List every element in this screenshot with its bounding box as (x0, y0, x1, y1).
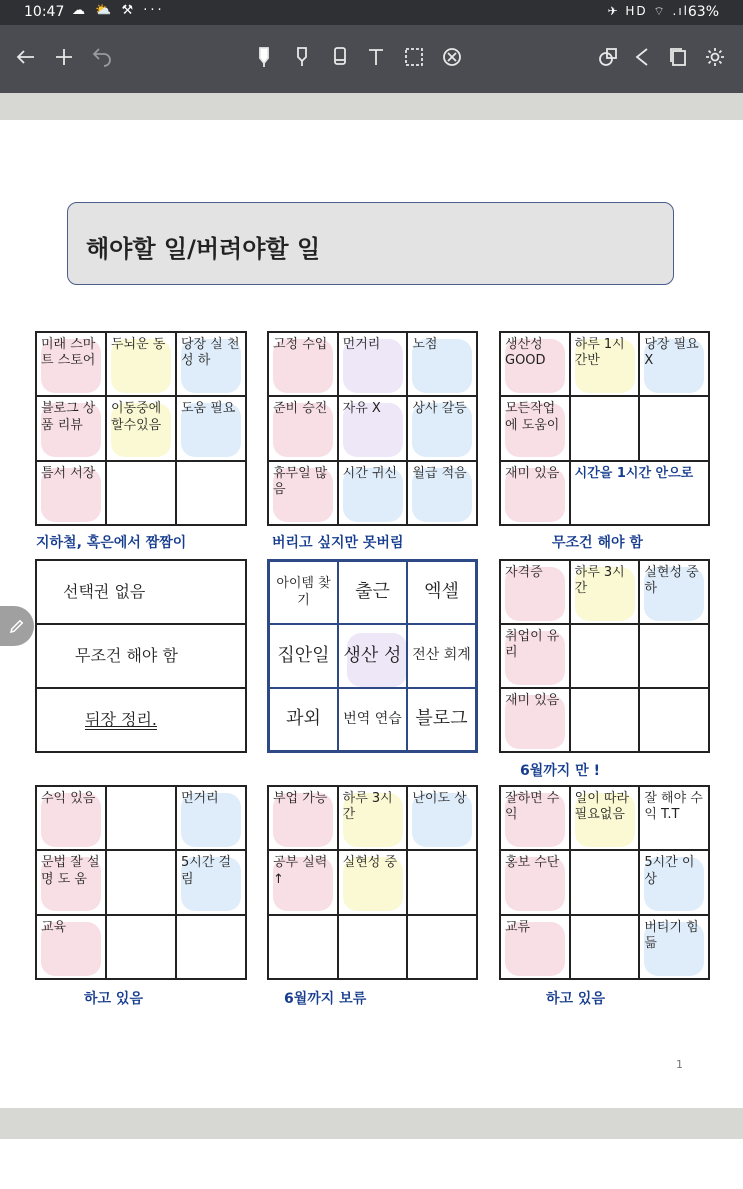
settings-icon[interactable] (697, 39, 733, 75)
eraser-icon[interactable] (322, 39, 358, 75)
grid-cell (106, 850, 176, 914)
grid-cell (106, 915, 176, 979)
grid-cell: 휴무일 많음 (268, 461, 338, 525)
grid-cell: 엑셀 (407, 561, 476, 624)
grid-cell (106, 461, 176, 525)
mandala-grid-center (267, 559, 478, 753)
grid-cell (268, 915, 338, 979)
grid-caption: 6월까지 만 ! (520, 763, 600, 779)
grid-cell: 교육 (36, 915, 106, 979)
grid-cell: 시간을 1시간 안으로 (570, 461, 709, 525)
highlighter-icon[interactable] (284, 39, 320, 75)
grid-cell (570, 688, 640, 752)
grid-row: 선택권 없음 (36, 560, 246, 624)
grid-cell (106, 786, 176, 850)
grid-caption: 6월까지 보류 (284, 991, 367, 1007)
grid-cell: 출근 (338, 561, 407, 624)
page-title: 해야할 일/버려야할 일 (86, 235, 321, 263)
page-number: 1 (676, 1058, 683, 1071)
text-icon[interactable] (358, 39, 394, 75)
grid-cell: 실현성 중 (338, 850, 408, 914)
grid-cell: 먼거리 (176, 786, 246, 850)
mandala-grid-2 (267, 331, 478, 526)
grid-cell: 틈서 서장 (36, 461, 106, 525)
grid-cell (176, 461, 246, 525)
grid-cell: 부업 가능 (268, 786, 338, 850)
back-icon[interactable] (8, 39, 44, 75)
grid-cell: 고정 수입 (268, 332, 338, 396)
grid-cell: 당장 필요 X (639, 332, 709, 396)
grid-cell: 상사 갈등 (407, 396, 477, 460)
grid-cell: 먼거리 (338, 332, 408, 396)
grid-caption: 버리고 싶지만 못버림 (272, 535, 404, 551)
grid-cell (570, 624, 640, 688)
grid-cell (570, 396, 640, 460)
grid-cell: 재미 있음 (500, 461, 570, 525)
grid-cell (176, 915, 246, 979)
grid-cell: 번역 연습 (338, 688, 407, 751)
mandala-grid-1 (35, 331, 247, 526)
grid-cell: 취업이 유리 (500, 624, 570, 688)
status-bar (0, 0, 743, 25)
grid-cell (570, 915, 640, 979)
grid-cell: 과외 (269, 688, 338, 751)
status-time: 10:47 (24, 4, 65, 20)
next-page-area (0, 1139, 743, 1189)
grid-cell: 교류 (500, 915, 570, 979)
grid-cell: 당장 실 천성 하 (176, 332, 246, 396)
grid-cell: 일이 따라 필요없음 (570, 786, 640, 850)
grid-caption: 하고 있음 (84, 991, 143, 1007)
layers-icon[interactable] (590, 39, 626, 75)
share-icon[interactable] (624, 39, 660, 75)
grid-cell: 홍보 수단 (500, 850, 570, 914)
grid-cell: 두뇌운 동 (106, 332, 176, 396)
grid-cell: 하루 1시간반 (570, 332, 640, 396)
grid-cell: 하루 3시간 (570, 560, 640, 624)
grid-cell (407, 850, 477, 914)
mandala-grid-8 (267, 785, 478, 980)
grid-cell: 생산성 GOOD (500, 332, 570, 396)
grid-caption: 하고 있음 (546, 991, 605, 1007)
pen-icon[interactable] (246, 39, 282, 75)
grid-cell: 버티기 힘듦 (639, 915, 709, 979)
mandala-grid-4 (35, 559, 247, 753)
grid-cell: 노점 (407, 332, 477, 396)
grid-cell: 5시간 이상 (639, 850, 709, 914)
grid-cell: 수익 있음 (36, 786, 106, 850)
page-top-margin (0, 93, 743, 120)
grid-cell (639, 688, 709, 752)
grid-cell: 도움 필요 (176, 396, 246, 460)
notification-icons: ☁ ⛅ ⚒ ··· (72, 3, 165, 18)
grid-cell: 문법 잘 설명 도 움 (36, 850, 106, 914)
add-icon[interactable] (46, 39, 82, 75)
grid-cell (407, 915, 477, 979)
grid-cell: 공부 실력↑ (268, 850, 338, 914)
page-bottom-margin (0, 1108, 743, 1139)
grid-cell: 준비 승진 (268, 396, 338, 460)
undo-icon[interactable] (84, 39, 120, 75)
battery-icon: 63% (687, 4, 719, 20)
grid-cell: 집안일 (269, 624, 338, 687)
delete-icon[interactable] (434, 39, 470, 75)
grid-cell (570, 850, 640, 914)
toolbar (0, 25, 743, 93)
note-page[interactable] (0, 120, 743, 1108)
grid-cell: 블로그 (407, 688, 476, 751)
grid-cell: 모든작업 에 도움이 (500, 396, 570, 460)
mandala-grid-9 (499, 785, 710, 980)
grid-cell (639, 396, 709, 460)
grid-cell: 잘 해야 수익 T.T (639, 786, 709, 850)
grid-cell (639, 624, 709, 688)
mandala-grid-6 (499, 559, 710, 753)
grid-cell: 이동중에 할수있음 (106, 396, 176, 460)
title-box (67, 202, 674, 285)
grid-cell: 월급 적음 (407, 461, 477, 525)
grid-cell: 시간 귀신 (338, 461, 408, 525)
grid-cell: 하루 3시간 (338, 786, 408, 850)
grid-cell: 자격증 (500, 560, 570, 624)
mandala-grid-3 (499, 331, 710, 526)
connectivity-icons: ✈ HD ⌔ .ıl (607, 4, 689, 18)
grid-caption: 지하철, 혹은에서 짬짬이 (36, 535, 187, 551)
grid-cell: 미래 스마트 스토어 (36, 332, 106, 396)
grid-cell: 실현성 중하 (639, 560, 709, 624)
grid-caption: 무조건 해야 함 (552, 535, 643, 551)
mandala-grid-7 (35, 785, 247, 980)
grid-cell (338, 915, 408, 979)
grid-row: 뒤장 정리. (36, 688, 246, 752)
grid-cell: 전산 회계 (407, 624, 476, 687)
pages-icon[interactable] (660, 39, 696, 75)
grid-cell: 생산 성 (338, 624, 407, 687)
selection-icon[interactable] (396, 39, 432, 75)
pencil-icon (8, 617, 26, 635)
grid-cell: 잘하면 수익 (500, 786, 570, 850)
grid-cell: 난이도 상 (407, 786, 477, 850)
grid-cell: 블로그 상품 리뷰 (36, 396, 106, 460)
grid-row: 무조건 해야 함 (36, 624, 246, 688)
grid-cell: 아이템 찾기 (269, 561, 338, 624)
grid-cell: 재미 있음 (500, 688, 570, 752)
grid-cell: 자유 X (338, 396, 408, 460)
grid-cell: 5시간 걸림 (176, 850, 246, 914)
